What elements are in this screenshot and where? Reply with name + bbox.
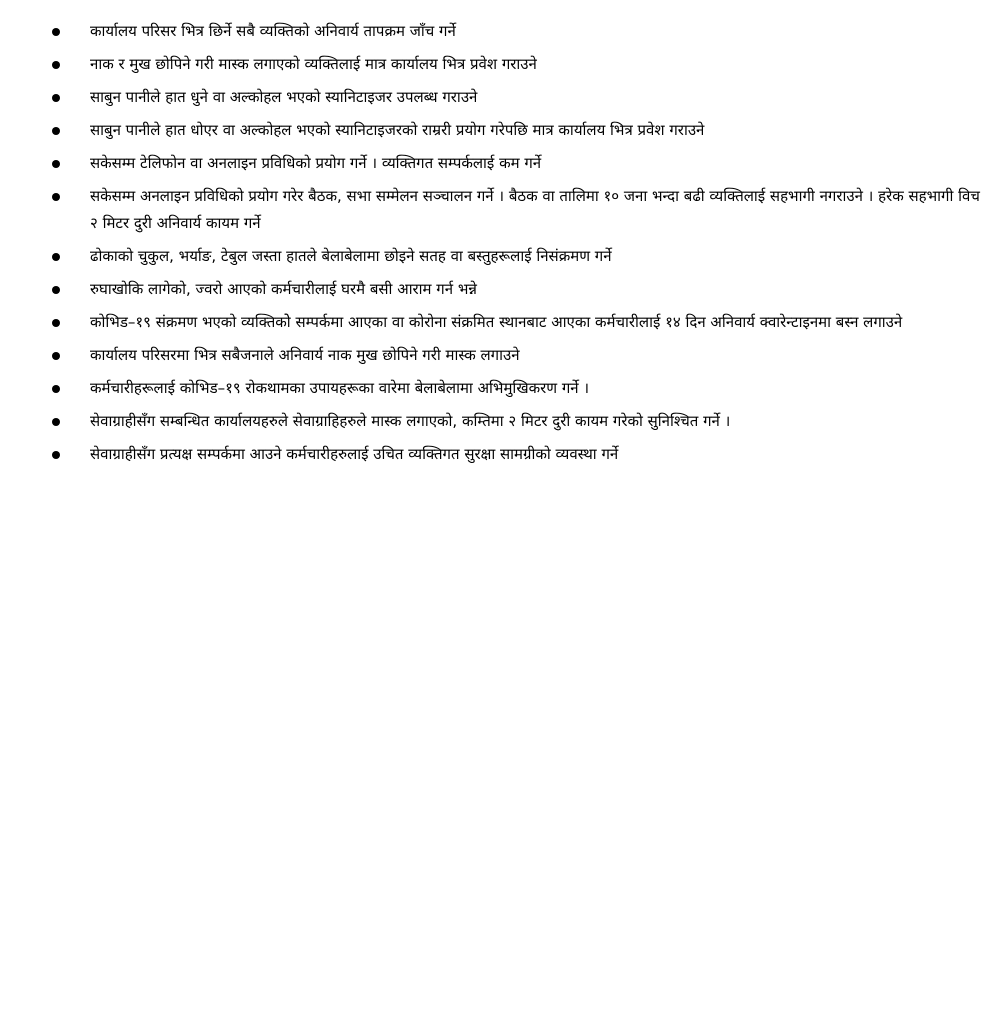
list-item-text: कार्यालय परिसरमा भित्र सबैजनाले अनिवार्य नाक मुख छोपिने गरी मास्क लगाउने (90, 346, 520, 364)
list-item (52, 18, 988, 45)
list-item (52, 276, 988, 303)
list-item-text: सकेसम्म अनलाइन प्रविधिको प्रयोग गरेर बैठक, सभा सम्मेलन सञ्चालन गर्ने । बैठक वा तालिमा १० जना भन्दा बढी व्यक्तिलाई सहभागी नगराउने । हरेक सहभागी विच २ मिटर दुरी अनिवार्य कायम गर्ने (90, 187, 980, 232)
list-item (52, 150, 988, 177)
bullet-dot-icon (52, 61, 60, 69)
bullet-dot-icon (52, 451, 60, 459)
list-item (52, 441, 988, 468)
list-item (52, 183, 988, 237)
list-item-text: कर्मचारीहरूलाई कोभिड–१९ रोकथामका उपायहरूका वारेमा बेलाबेलामा अभिमुखिकरण गर्ने । (90, 379, 590, 397)
bullet-dot-icon (52, 94, 60, 102)
bullet-dot-icon (52, 319, 60, 327)
bullet-dot-icon (52, 286, 60, 294)
bullet-list (52, 18, 988, 468)
bullet-dot-icon (52, 127, 60, 135)
bullet-dot-icon (52, 193, 60, 201)
list-item-text: कार्यालय परिसर भित्र छिर्ने सबै व्यक्तिको अनिवार्य तापक्रम जाँच गर्ने (90, 22, 456, 40)
list-item (52, 51, 988, 78)
list-item-text: सेवाग्राहीसँग प्रत्यक्ष सम्पर्कमा आउने कर्मचारीहरुलाई उचित व्यक्तिगत सुरक्षा सामग्रीको व्यवस्था गर्ने (90, 445, 619, 463)
list-item-text: कोभिड–१९ संक्रमण भएको व्यक्तिकोे सम्पर्कमा आएका वा कोरोना संक्रमित स्थानबाट आएका कर्मचारीलाई १४ दिन अनिवार्य क्वारेन्टाइनमा बस्न लगाउने (90, 313, 903, 331)
list-item (52, 309, 988, 336)
list-item-text: ढोकाको चुकुल, भर्याङ, टेबुल जस्ता हातले बेलाबेलामा छोइने सतह वा बस्तुहरूलाई निसंक्रमण गर्ने (90, 247, 612, 265)
list-item-text: सेवाग्राहीसँग सम्बन्धित कार्यालयहरुले सेवाग्राहिहरुले मास्क लगाएको, कम्तिमा २ मिटर दुरी कायम गरेको सुनिश्चित गर्ने । (90, 412, 731, 430)
list-item (52, 243, 988, 270)
bullet-dot-icon (52, 160, 60, 168)
list-item-text: नाक र मुख छोपिने गरी मास्क लगाएको व्यक्तिलाई मात्र कार्यालय भित्र प्रवेश गराउने (90, 55, 537, 73)
list-item (52, 84, 988, 111)
bullet-dot-icon (52, 352, 60, 360)
list-item (52, 375, 988, 402)
list-item (52, 117, 988, 144)
list-item-text: सकेसम्म टेलिफोन वा अनलाइन प्रविधिको प्रयोग गर्ने । व्यक्तिगत सम्पर्कलाई कम गर्ने (90, 154, 542, 172)
bullet-dot-icon (52, 385, 60, 393)
bullet-dot-icon (52, 253, 60, 261)
list-item-text: साबुन पानीले हात धुने वा अल्कोहल भएको स्यानिटाइजर उपलब्ध गराउने (90, 88, 478, 106)
list-item-text: रुघाखोकि लागेको, ज्वरो आएको कर्मचारीलाई घरमै बसी आराम गर्न भन्ने (90, 280, 477, 298)
list-item-text: साबुन पानीले हात धोएर वा अल्कोहल भएको स्यानिटाइजरको राम्ररी प्रयोग गरेपछि मात्र कार्यालय भित्र प्रवेश गराउने (90, 121, 705, 139)
list-item (52, 408, 988, 435)
bullet-dot-icon (52, 418, 60, 426)
bullet-dot-icon (52, 28, 60, 36)
list-item (52, 342, 988, 369)
